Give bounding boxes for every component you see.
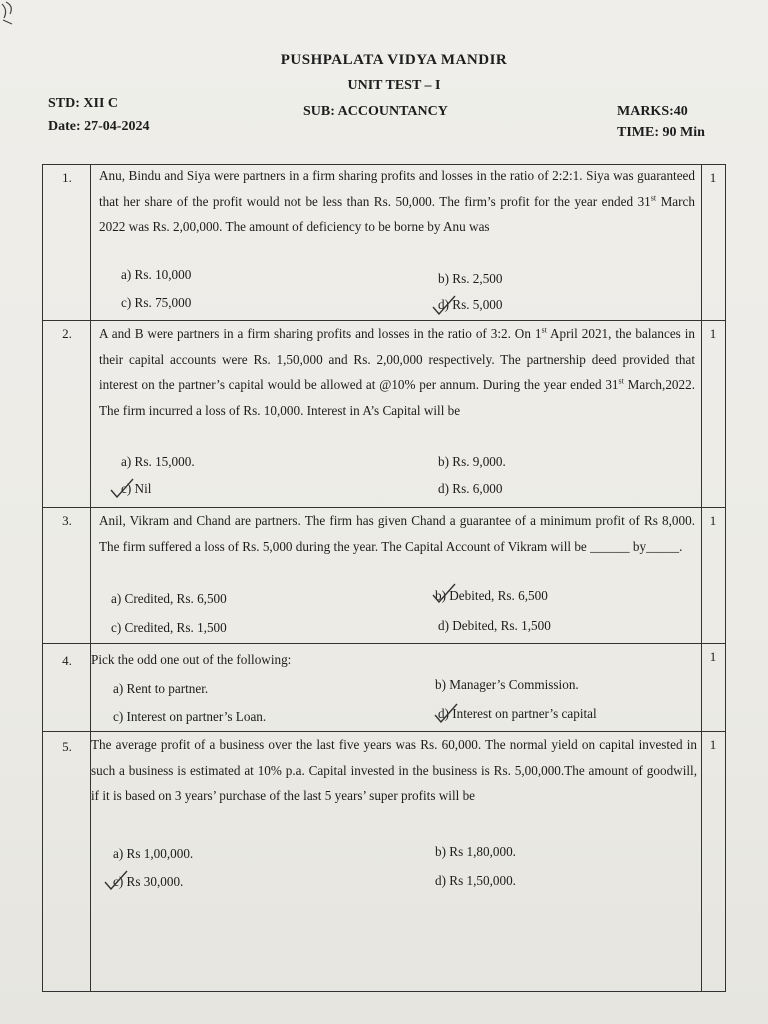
total-marks: MARKS:40 [617, 104, 688, 119]
option-b: b) Debited, Rs. 6,500 [435, 588, 548, 603]
question-text: A and B were partners in a firm sharing profits and losses in the ratio of 3:2. On 1st April 2021, the balances in their capital accounts were Rs. 1,50,000 and Rs. 2,00,000 respectively. The partnership deed provided that interest on the partner’s capital would be allowed at @10% per annum. During the year ended 31st March,2022. The firm incurred a loss of Rs. 10,000. Interest in A’s Capital will be [99, 325, 695, 418]
subject-label: SUB: ACCOUNTANCY [303, 104, 448, 119]
question-table [42, 164, 726, 992]
option-d: d) Interest on partner’s capital [438, 706, 597, 721]
question-number: 1. [62, 170, 72, 185]
option-b: b) Manager’s Commission. [435, 677, 579, 692]
option-b: b) Rs 1,80,000. [435, 844, 516, 859]
class-label: STD: XII C [48, 96, 119, 111]
option-a: a) Rs 1,00,000. [113, 846, 194, 861]
date-label: Date: 27-04-2024 [48, 119, 150, 134]
question-marks: 1 [709, 326, 717, 341]
option-d: d) Rs. 5,000 [438, 297, 503, 312]
time-allowed: TIME: 90 Min [617, 125, 705, 140]
question-text: Anu, Bindu and Siya were partners in a firm sharing profits and losses in the ratio of 2:2:1. Siya was guaranteed that her share of the profit would not be less than Rs. 50,000. The firm’s profit for the year ended 31st March 2022 was Rs. 2,00,000. The amount of deficiency to be borne by Anu was [99, 168, 696, 234]
school-name: PUSHPALATA VIDYA MANDIR [280, 52, 508, 68]
question-number: 5. [62, 739, 72, 754]
tick-mark-icon [103, 870, 129, 890]
question-text: Anil, Vikram and Chand are partners. The firm has given Chand a guarantee of a minimum profit of Rs 8,000. The firm suffered a loss of Rs. 5,000 during the year. The Capital Account of Vikram will be ______ by_____. [99, 513, 695, 554]
question-text: Pick the odd one out of the following: [91, 652, 292, 667]
pen-scribble-mark [0, 0, 24, 30]
option-a: a) Rent to partner. [113, 681, 209, 696]
option-b: b) Rs. 2,500 [438, 271, 503, 286]
question-number: 2. [62, 326, 72, 341]
tick-mark-icon [433, 703, 459, 723]
option-c: c) Nil [121, 481, 152, 496]
tick-mark-icon [109, 478, 135, 498]
question-number: 4. [62, 653, 72, 668]
option-c: c) Rs 30,000. [113, 874, 184, 889]
column-divider [701, 165, 702, 991]
option-a: a) Credited, Rs. 6,500 [111, 591, 227, 606]
row-divider [43, 643, 725, 644]
option-d: d) Rs. 6,000 [438, 481, 503, 496]
option-b: b) Rs. 9,000. [438, 454, 506, 469]
question-marks: 1 [709, 649, 717, 664]
question-number: 3. [62, 513, 72, 528]
option-c: c) Interest on partner’s Loan. [113, 709, 267, 724]
tick-mark-icon [431, 583, 457, 603]
question-marks: 1 [709, 170, 717, 185]
option-a: a) Rs. 15,000. [121, 454, 195, 469]
option-a: a) Rs. 10,000 [121, 267, 192, 282]
tick-mark-icon [431, 295, 457, 315]
test-title: UNIT TEST – I [347, 78, 441, 93]
option-c: c) Rs. 75,000 [121, 295, 192, 310]
question-marks: 1 [709, 737, 717, 752]
column-divider [90, 165, 91, 991]
question-marks: 1 [709, 513, 717, 528]
option-d: d) Debited, Rs. 1,500 [438, 618, 551, 633]
question-text: The average profit of a business over the last five years was Rs. 60,000. The normal yield on capital invested in such a business is estimated at 10% p.a. Capital invested in the business is Rs. 5,00,000.The amount of goodwill, if it is based on 3 years’ purchase of the last 5 years’ super profits will be [91, 737, 697, 803]
option-c: c) Credited, Rs. 1,500 [111, 620, 227, 635]
option-d: d) Rs 1,50,000. [435, 873, 516, 888]
